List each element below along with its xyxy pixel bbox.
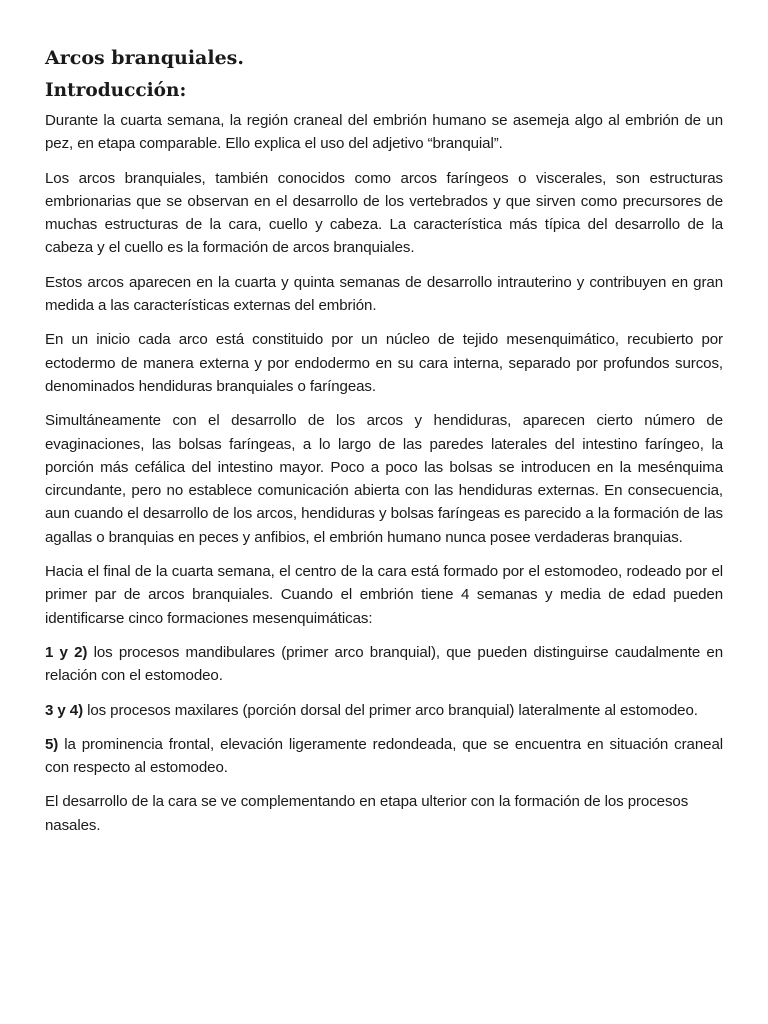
paragraph: Estos arcos aparecen en la cuarta y quinta semanas de desarrollo intrauterino y contribuyen en gran medida a las características externas del embrión.: [45, 273, 723, 315]
paragraph: Los arcos branquiales, también conocidos como arcos faríngeos o viscerales, son estructuras embrionarias que se observan en el desarrollo de los vertebrados y que sirven como precursores de muchas estructuras de la cara, cuello y cabeza. La característica más típica del desarrollo de la cabeza y el cuello es la formación de arcos branquiales.: [45, 169, 723, 257]
list-item-text: la prominencia frontal, elevación ligeramente redondeada, que se encuentra en situación craneal con respecto al estomodeo.: [45, 735, 723, 777]
list-item: [45, 733, 723, 780]
paragraph: Durante la cuarta semana, la región craneal del embrión humano se asemeja algo al embrión de un pez, en etapa comparable. Ello explica el uso del adjetivo “branquial”.: [45, 112, 723, 153]
closing-paragraph: El desarrollo de la cara se ve complementando en etapa ulterior con la formación de los procesos nasales.: [45, 793, 689, 834]
list-item-number: 1 y 2): [45, 643, 88, 661]
paragraph: En un inicio cada arco está constituido por un núcleo de tejido mesenquimático, recubierto por ectodermo de manera externa y por endodermo en su cara interna, separado por profundos surcos, denominados hendiduras branquiales o faríngeas.: [45, 331, 723, 395]
list-item-text: los procesos maxilares (porción dorsal del primer arco branquial) lateralmente al estomodeo.: [83, 701, 698, 719]
list-item-number: 5): [45, 735, 59, 753]
list-item: [45, 641, 723, 688]
section-heading: Introducción:: [45, 80, 187, 101]
document-title: Arcos branquiales.: [45, 47, 244, 69]
list-item: [45, 699, 723, 722]
paragraph: Hacia el final de la cuarta semana, el centro de la cara está formado por el estomodeo, rodeado por el primer par de arcos branquiales. Cuando el embrión tiene 4 semanas y media de edad pueden identificarse cinco formaciones mesenquimáticas:: [45, 563, 723, 627]
paragraph: Simultáneamente con el desarrollo de los arcos y hendiduras, aparecen cierto número de evaginaciones, las bolsas faríngeas, a lo largo de las paredes laterales del intestino faríngeo, la porción más cefálica del intestino mayor. Poco a poco las bolsas se introducen en la mesénquima circundante, pero no establece comunicación abierta con las hendiduras externas. En consecuencia, aun cuando el desarrollo de los arcos, hendiduras y bolsas faríngeas es parecido a la formación de las agallas o branquias en peces y anfibios, el embrión humano nunca posee verdaderas branquias.: [45, 412, 723, 546]
list-item-text: los procesos mandibulares (primer arco branquial), que pueden distinguirse caudalmente en relación con el estomodeo.: [45, 643, 723, 685]
list-item-number: 3 y 4): [45, 701, 83, 719]
